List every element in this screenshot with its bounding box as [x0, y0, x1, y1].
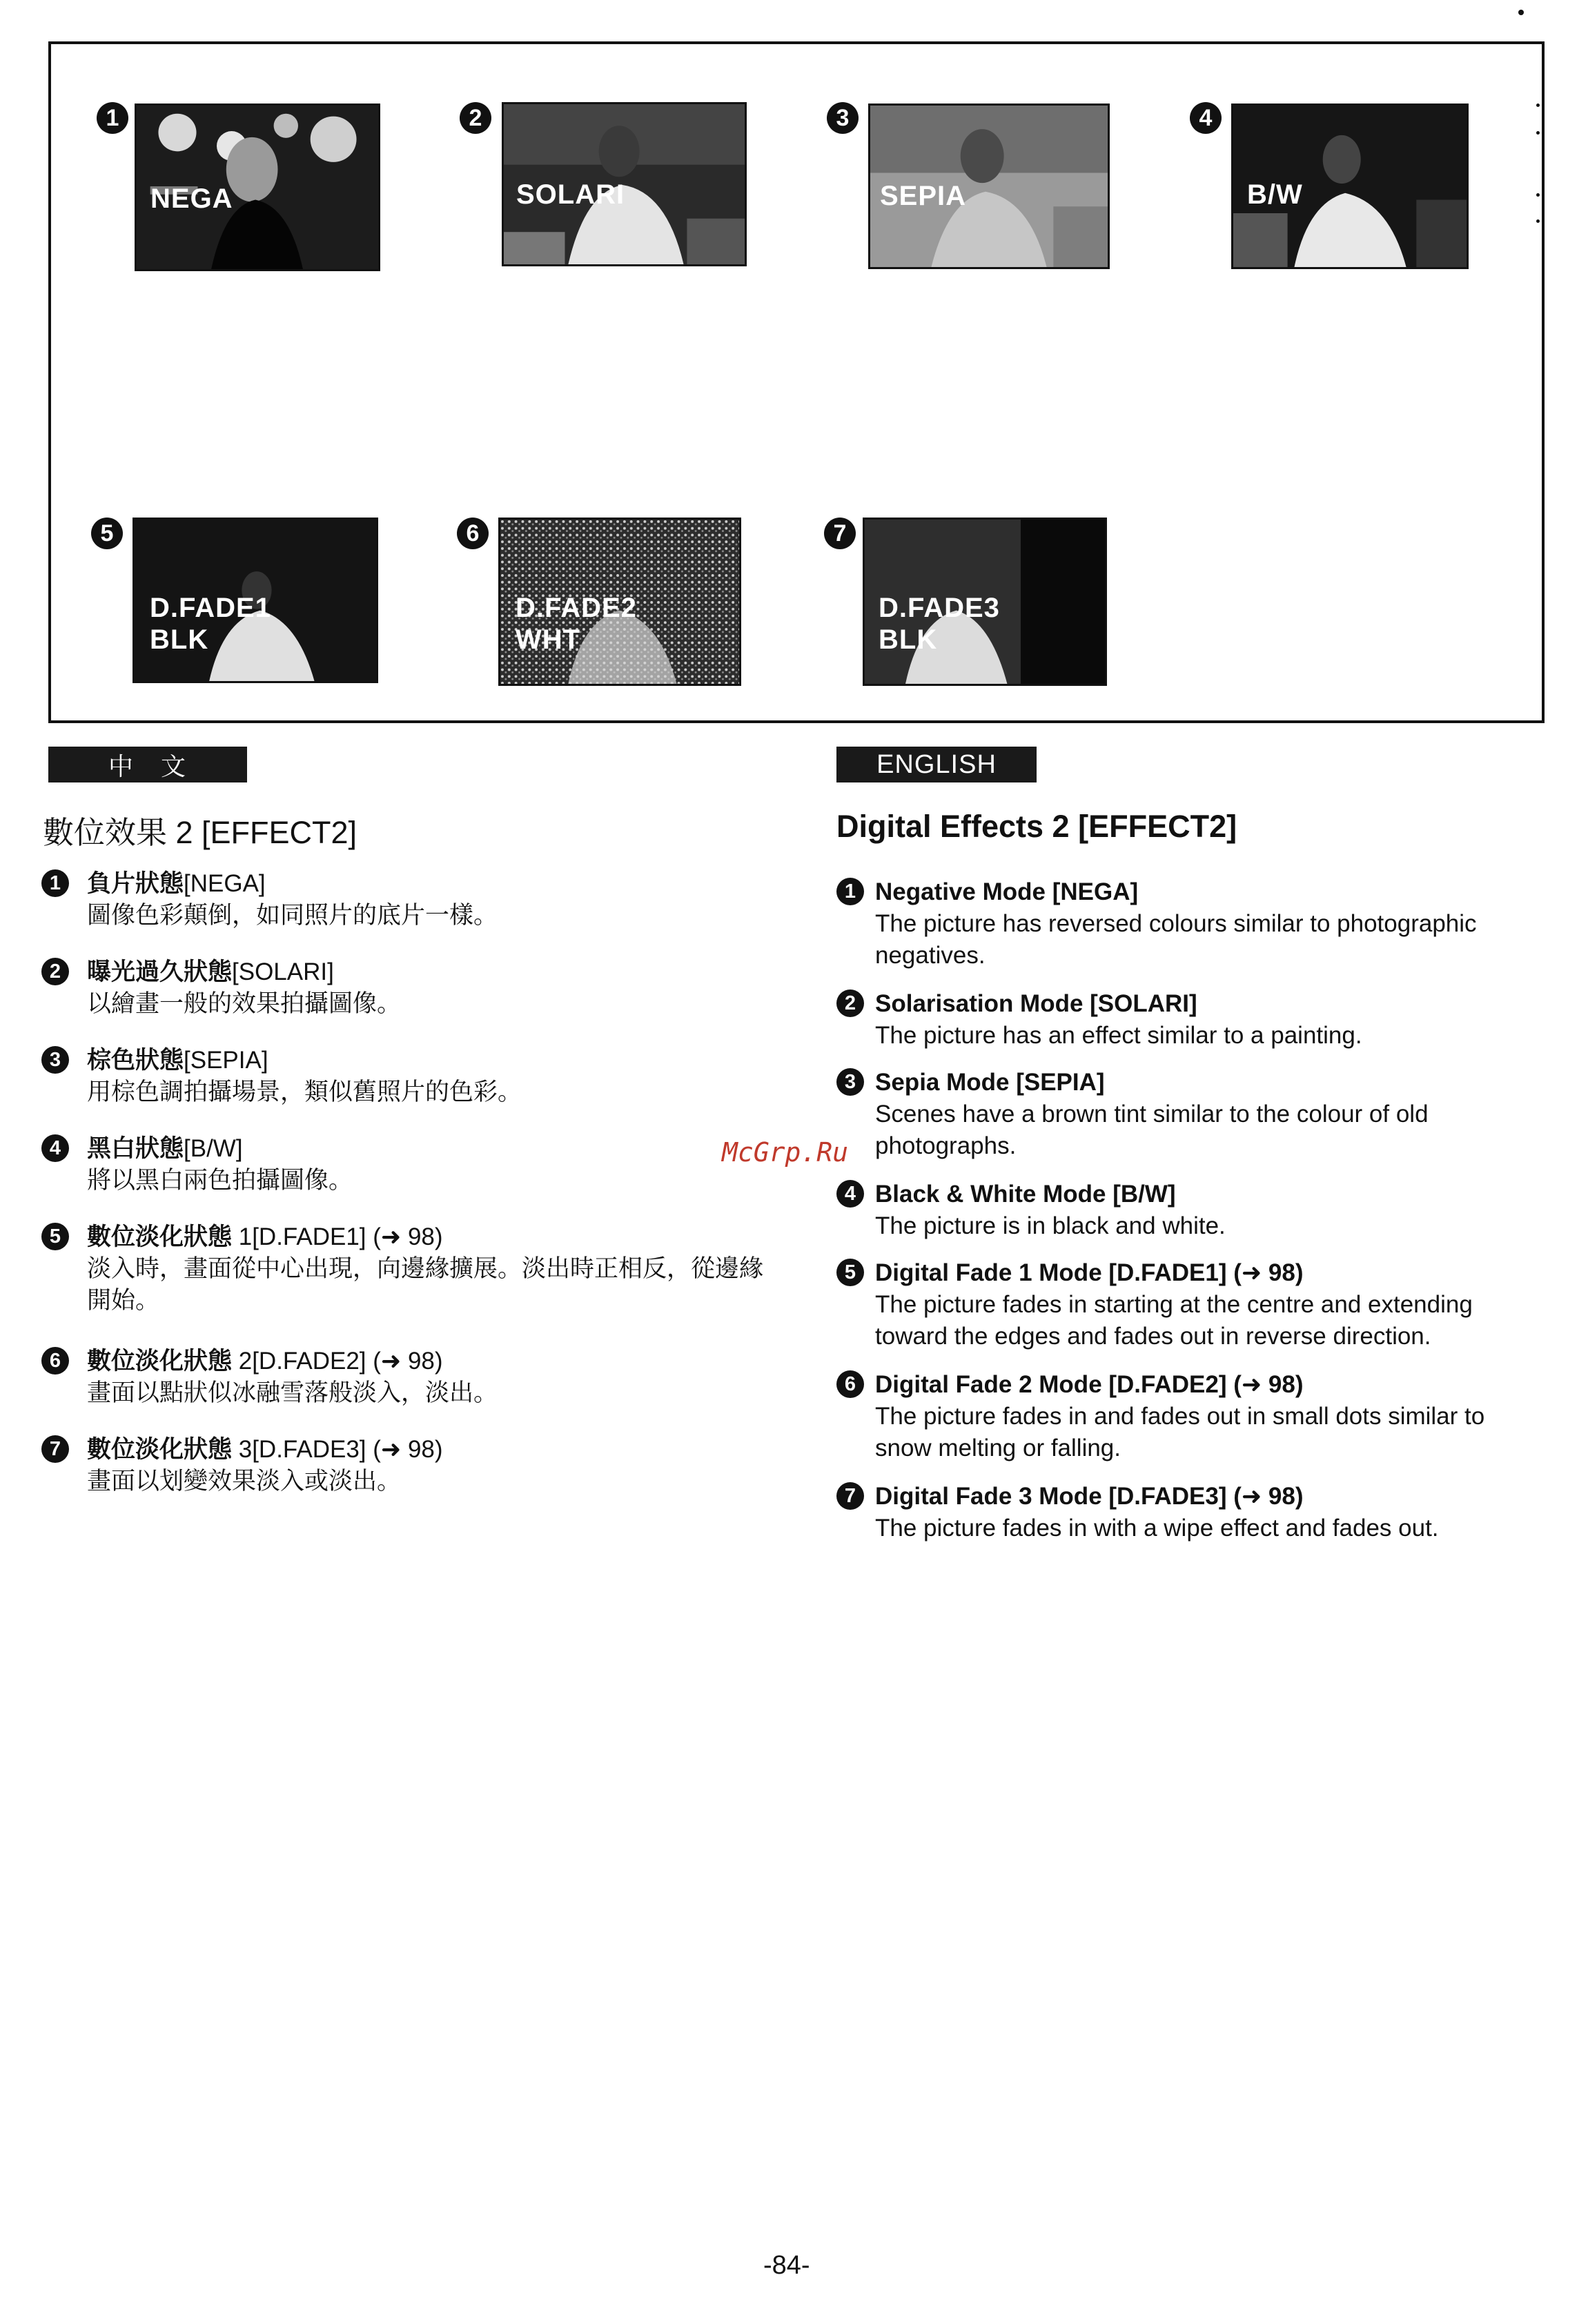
- english-item-3: [836, 1067, 1533, 1163]
- chinese-item-body: 圖像色彩顛倒，如同照片的底片一樣。: [87, 902, 498, 929]
- chinese-item-heading: 數位淡化狀態 3[D.FADE3] (➜ 98): [87, 1436, 443, 1463]
- chinese-item-6: [41, 1346, 773, 1415]
- english-item-heading: Digital Fade 2 Mode [D.FADE2] (➜ 98): [875, 1371, 1304, 1398]
- english-item-heading: Sepia Mode [SEPIA]: [875, 1069, 1105, 1096]
- thumbnail-dfade1: [133, 518, 378, 683]
- item-number-badge: 3: [836, 1068, 864, 1096]
- scan-speck: [1518, 10, 1524, 15]
- english-item-heading: Negative Mode [NEGA]: [875, 878, 1139, 905]
- thumb-number-6: 6: [457, 518, 489, 549]
- item-number-badge: 5: [41, 1223, 69, 1250]
- chinese-item-body: 將以黑白兩色拍攝圖像。: [87, 1167, 353, 1194]
- chinese-item-body: 畫面以划變效果淡入或淡出。: [87, 1468, 402, 1495]
- chinese-item-2: [41, 956, 773, 1025]
- item-number-badge: 5: [836, 1259, 864, 1286]
- chinese-item-7: [41, 1434, 773, 1503]
- english-item-heading: Digital Fade 1 Mode [D.FADE1] (➜ 98): [875, 1259, 1304, 1286]
- english-item-body: The picture is in black and white.: [875, 1212, 1226, 1239]
- chinese-item-3: [41, 1045, 773, 1114]
- thumbnail-label-dfade3: D.FADE3 BLK: [879, 593, 1000, 655]
- english-item-6: [836, 1369, 1533, 1466]
- chinese-item-heading: 黑白狀態[B/W]: [87, 1135, 243, 1162]
- item-number-badge: 1: [836, 878, 864, 905]
- thumbnail-label-sepia: SEPIA: [880, 181, 967, 211]
- thumbnail-dfade3: [863, 518, 1107, 686]
- chinese-item-body: 畫面以點狀似冰融雪落般淡入，淡出。: [87, 1379, 498, 1406]
- chinese-section-title: 數位效果 2 [EFFECT2]: [43, 815, 357, 850]
- item-number-badge: 6: [836, 1370, 864, 1398]
- english-item-5: [836, 1257, 1533, 1354]
- item-number-badge: 2: [41, 958, 69, 985]
- scan-speck: [1536, 193, 1540, 197]
- english-item-2: [836, 988, 1533, 1057]
- english-item-heading: Solarisation Mode [SOLARI]: [875, 990, 1197, 1017]
- item-number-badge: 7: [41, 1435, 69, 1463]
- scan-speck: [1536, 104, 1540, 107]
- item-number-badge: 6: [41, 1347, 69, 1375]
- english-item-body: The picture has an effect similar to a painting.: [875, 1022, 1362, 1049]
- english-item-7: [836, 1481, 1533, 1550]
- english-item-body: The picture fades in and fades out in small dots similar to snow melting or falling.: [875, 1403, 1485, 1461]
- thumb-number-1: 1: [97, 102, 128, 134]
- thumbnail-nega: [135, 104, 380, 271]
- watermark-text: McGrp.Ru: [722, 1137, 849, 1168]
- item-number-badge: 4: [836, 1180, 864, 1208]
- english-item-1: [836, 876, 1533, 973]
- chinese-item-heading: 數位淡化狀態 2[D.FADE2] (➜ 98): [87, 1348, 443, 1375]
- english-section-title: Digital Effects 2 [EFFECT2]: [836, 809, 1237, 844]
- item-number-badge: 4: [41, 1134, 69, 1162]
- english-item-heading: Digital Fade 3 Mode [D.FADE3] (➜ 98): [875, 1483, 1304, 1510]
- scan-speck: [1536, 219, 1540, 223]
- chinese-item-heading: 曝光過久狀態[SOLARI]: [87, 958, 334, 985]
- chinese-item-heading: 棕色狀態[SEPIA]: [87, 1047, 268, 1074]
- thumbnail-dfade2: [498, 518, 741, 686]
- page-number: -84-: [763, 2251, 810, 2280]
- chinese-item-1: [41, 868, 773, 937]
- english-section-tag: ENGLISH: [836, 747, 1037, 782]
- thumbnail-label-solari: SOLARI: [516, 179, 625, 210]
- chinese-section-tag: 中 文: [48, 747, 247, 782]
- chinese-item-body: 淡入時，畫面從中心出現，向邊緣擴展。淡出時正相反，從邊緣開始。: [87, 1255, 764, 1314]
- item-number-badge: 1: [41, 869, 69, 897]
- english-item-heading: Black & White Mode [B/W]: [875, 1181, 1176, 1208]
- chinese-item-heading: 數位淡化狀態 1[D.FADE1] (➜ 98): [87, 1223, 443, 1250]
- thumbnail-label-bw: B/W: [1247, 179, 1303, 210]
- item-number-badge: 7: [836, 1482, 864, 1510]
- english-item-body: The picture has reversed colours similar to photographic negatives.: [875, 910, 1477, 969]
- chinese-item-heading: 負片狀態[NEGA]: [87, 870, 266, 897]
- thumb-number-3: 3: [827, 102, 859, 134]
- english-item-body: Scenes have a brown tint similar to the colour of old photographs.: [875, 1101, 1429, 1159]
- item-number-badge: 3: [41, 1046, 69, 1074]
- english-item-4: [836, 1179, 1533, 1248]
- english-item-body: The picture fades in with a wipe effect and fades out.: [875, 1515, 1439, 1542]
- thumb-number-5: 5: [91, 518, 123, 549]
- thumbnail-label-dfade2: D.FADE2 WHT: [516, 593, 637, 655]
- thumb-number-2: 2: [460, 102, 491, 134]
- thumbnail-label-dfade1: D.FADE1 BLK: [150, 593, 271, 655]
- thumbnail-solari: [502, 102, 747, 266]
- thumbnail-label-nega: NEGA: [150, 184, 233, 214]
- thumb-number-4: 4: [1190, 102, 1222, 134]
- item-number-badge: 2: [836, 989, 864, 1017]
- thumb-number-7: 7: [824, 518, 856, 549]
- chinese-item-4: [41, 1133, 773, 1202]
- thumbnail-bw: [1231, 104, 1469, 269]
- chinese-item-5: [41, 1221, 773, 1325]
- english-item-body: The picture fades in starting at the centre and extending toward the edges and fades out in reverse direction.: [875, 1291, 1473, 1350]
- scan-speck: [1536, 131, 1540, 135]
- chinese-item-body: 用棕色調拍攝場景，類似舊照片的色彩。: [87, 1079, 522, 1105]
- thumbnail-sepia: [868, 104, 1110, 269]
- chinese-item-body: 以繪畫一般的效果拍攝圖像。: [87, 990, 402, 1017]
